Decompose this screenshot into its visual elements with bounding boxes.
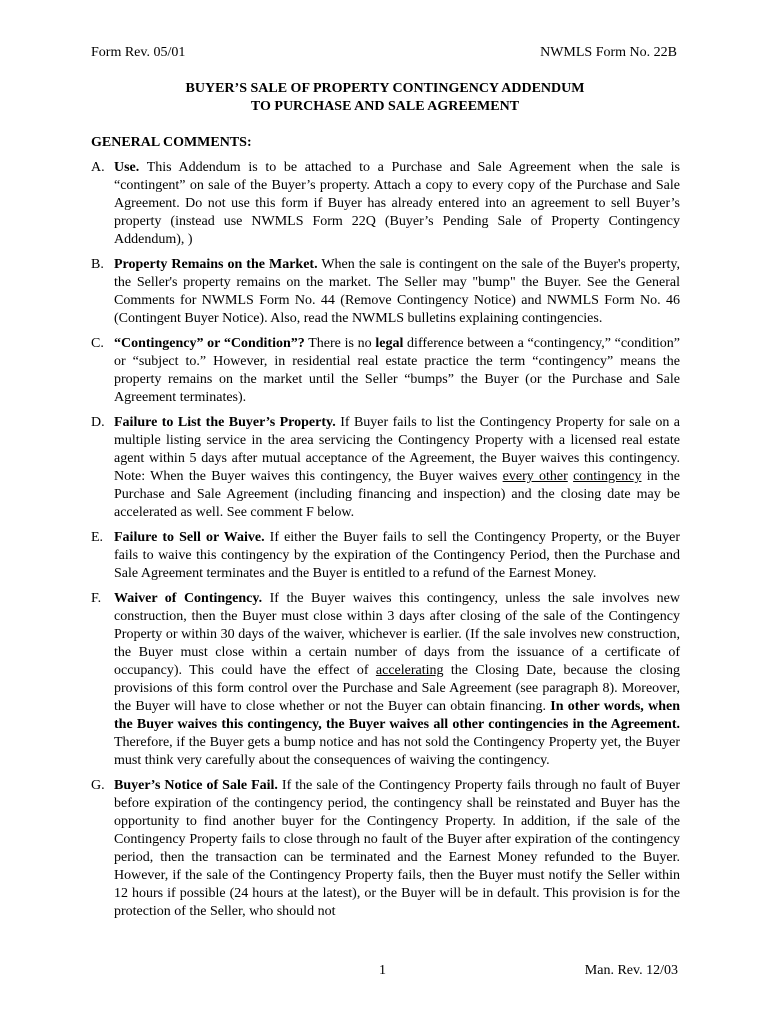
- item-heading: Buyer’s Notice of Sale Fail.: [114, 778, 278, 793]
- item-text: If the Buyer waives this contingency, unless the sale involves new construction, then the Buyer must close within 3 days after closing of the sale of the Contingency Property or within 30 days of the waiver, whichever is earlier. (If the sale involves new construction, the Buyer must close within a certain number of days from the issuance of a certificate of occupancy). This could have the effect of: [114, 591, 680, 678]
- item-text: difference between a “contingency,” “condition” or “subject to.” However, in residential real estate practice the term “contingency” means the property remains on the market until the Seller “bumps” the Buyer (or the Purchase and Sale Agreement terminates).: [114, 336, 680, 405]
- item-letter: A.: [91, 160, 105, 175]
- comment-g: [91, 777, 680, 921]
- item-text: in the Purchase and Sale Agreement (including financing and inspection) and the closing date may be accelerated as well. See comment F below.: [114, 469, 681, 520]
- underlined-text: every other: [502, 469, 568, 484]
- item-letter: F.: [91, 591, 102, 606]
- item-body: [114, 590, 680, 770]
- comment-d: [91, 414, 680, 522]
- item-body: [114, 159, 680, 249]
- comment-c: [91, 335, 680, 407]
- document-title: [0, 80, 770, 116]
- comment-e: [91, 529, 680, 583]
- comment-b: [91, 256, 680, 328]
- section-heading: GENERAL COMMENTS:: [91, 135, 252, 150]
- item-heading: Failure to Sell or Waive.: [114, 530, 265, 545]
- bold-emphasis: In other words, when the Buyer waives this contingency, the Buyer waives all other contingencies in the Agreement.: [114, 699, 681, 732]
- item-text: Therefore, if the Buyer gets a bump notice and has not sold the Contingency Property yet, the Buyer must think very carefully about the consequences of waiving the contingency.: [114, 735, 680, 768]
- item-body: [114, 335, 680, 407]
- item-text: When the sale is contingent on the sale of the Buyer's property, the Seller's property remains on the market. The Seller may "bump" the Buyer. See the General Comments for NWMLS Form No. 44 (Remove Contingency Notice) and NWMLS Form No. 46 (Contingent Buyer Notice). Also, read the NWMLS bulletins explaining contingencies.: [114, 257, 680, 326]
- comments-list: [91, 159, 680, 928]
- item-letter: E.: [91, 530, 104, 545]
- comment-f: [91, 590, 680, 770]
- item-body: [114, 256, 680, 328]
- manual-revision: Man. Rev. 12/03: [584, 963, 678, 978]
- title-line-1: BUYER’S SALE OF PROPERTY CONTINGENCY ADDENDUM: [185, 81, 585, 96]
- legal-emphasis: legal: [375, 336, 404, 351]
- item-letter: C.: [91, 336, 104, 351]
- item-text: If either the Buyer fails to sell the Contingency Property, or the Buyer fails to waive this contingency by the expiration of the Contingency Period, then the Purchase and Sale Agreement terminates and the Buyer is entitled to a refund of the Earnest Money.: [114, 530, 680, 581]
- item-text: If Buyer fails to list the Contingency Property for sale on a multiple listing service in the area servicing the Contingency Property with a licensed real estate agent within 5 days after mutual acceptance of the Agreement, the Buyer waives this contingency. Note: When the Buyer waives this contingency, the Buyer waives: [114, 415, 680, 484]
- item-heading: Failure to List the Buyer’s Property.: [114, 415, 336, 430]
- item-letter: D.: [91, 415, 105, 430]
- item-body: [114, 414, 680, 522]
- form-number: NWMLS Form No. 22B: [540, 45, 677, 60]
- comment-a: [91, 159, 680, 249]
- item-body: [114, 777, 680, 921]
- underlined-text: accelerating: [375, 663, 444, 678]
- item-text: There is no: [304, 336, 376, 351]
- underlined-text: contingency: [573, 469, 642, 484]
- item-text: the Closing Date, because the closing provisions of this form control over the Purchase and Sale Agreement (see paragraph 8). Moreover, the Buyer will have to close whether or not the Buyer can obtain financing.: [114, 663, 680, 714]
- form-revision: Form Rev. 05/01: [91, 45, 186, 60]
- item-heading: Use.: [114, 160, 140, 175]
- item-letter: G.: [91, 778, 105, 793]
- item-heading: “Contingency” or “Condition”?: [114, 336, 305, 351]
- title-line-2: TO PURCHASE AND SALE AGREEMENT: [250, 99, 520, 114]
- page-number: 1: [379, 963, 386, 978]
- item-heading: Property Remains on the Market.: [114, 257, 318, 272]
- item-text: If the sale of the Contingency Property fails through no fault of Buyer before expiration of the contingency period, the contingency shall be reinstated and Buyer has the opportunity to find another buyer for the Contingency Property. In addition, if the sale of the Contingency Property fails to close through no fault of the Buyer after expiration of the contingency period, then the transaction can be terminated and the Earnest Money refunded to the Buyer. However, if the sale of the Contingency Property fails, then the Buyer must notify the Seller within 12 hours if possible (24 hours at the latest), or the Buyer will be in default. This provision is for the protection of the Seller, who should not: [114, 778, 680, 919]
- item-heading: Waiver of Contingency.: [114, 591, 263, 606]
- item-letter: B.: [91, 257, 104, 272]
- item-body: [114, 529, 680, 583]
- item-text: This Addendum is to be attached to a Purchase and Sale Agreement when the sale is “contingent” on sale of the Buyer’s property. Attach a copy to every copy of the Purchase and Sale Agreement. Do not use this form if Buyer has already entered into an agreement to sell Buyer’s property (instead use NWMLS Form 22Q (Buyer’s Pending Sale of Property Contingency Addendum), ): [114, 160, 680, 247]
